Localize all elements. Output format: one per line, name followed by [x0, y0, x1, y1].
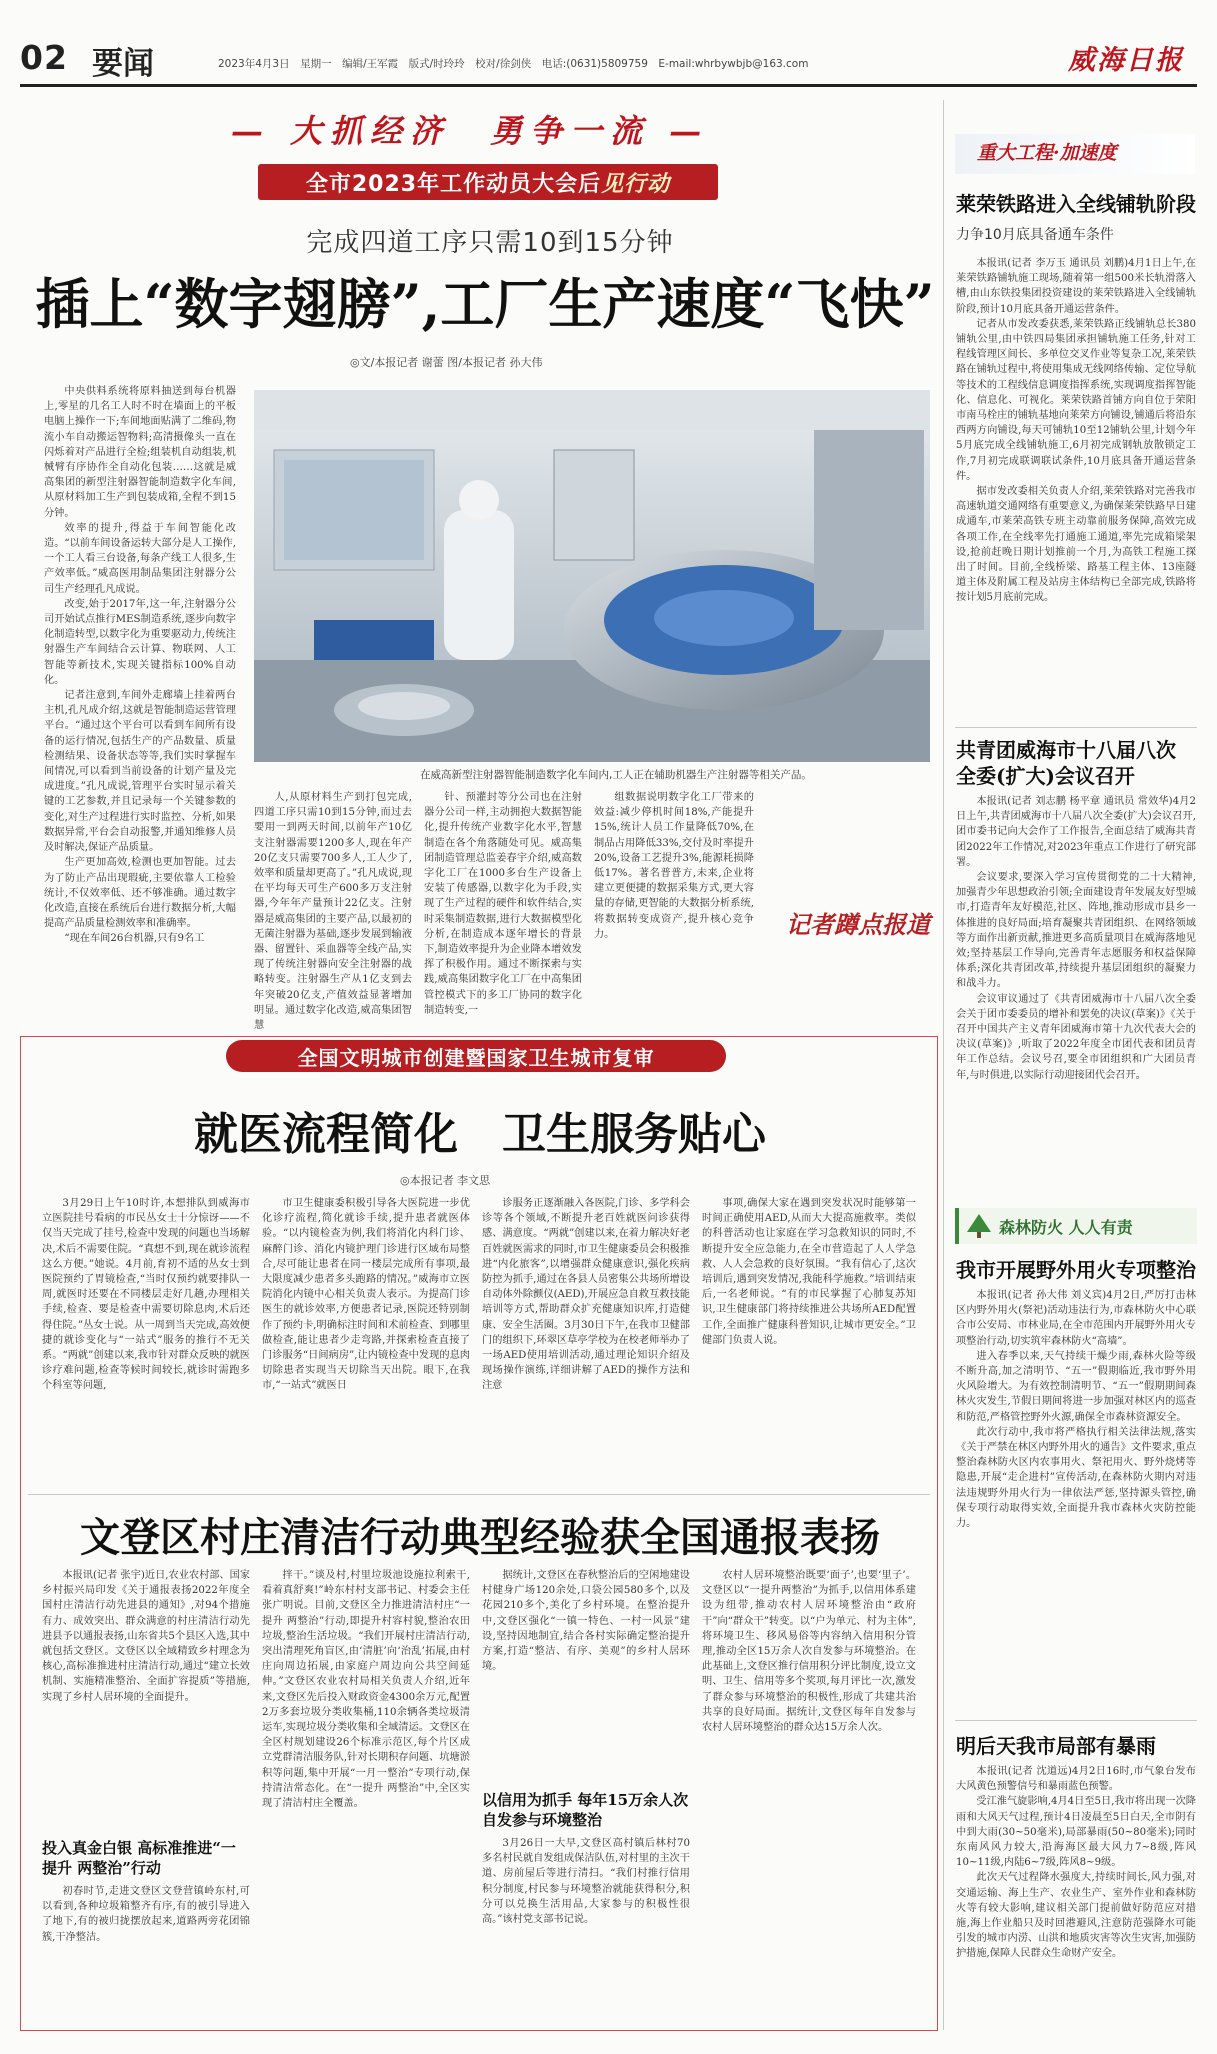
campaign-banner-main: 全市2023年工作动员大会后	[305, 171, 602, 197]
weather-article	[956, 1764, 1196, 2040]
paragraph: 记者注意到,车间外走廊墙上挂着两台主机,孔凡成介绍,这就是智能制造运营管理平台。“通过这个平台可以看到车间所有设备的运行情况,包括生产的产品数量、质量检测结果、设备状态等等,我们实时掌握车间情况,可以看到当前设备的计划产量及完成进度。”孔凡成说,管理平台实时显示着关键的工艺参数,并且记录每一个关键参数的变化,对生产过程进行实时监控、分析,如果数据异常,平台会自动报警,并通知维修人员及时解决,保证产品质量。	[44, 690, 236, 854]
railway-subtitle: 力争10月底具备通车条件	[956, 227, 1114, 243]
civic-banner: 全国文明城市创建暨国家卫生城市复审	[226, 1040, 726, 1072]
masthead-info: 2023年4月3日 星期一 编辑/王军霞 版式/时玲玲 校对/徐剑侠 电话:(0631)5809759 E-mail:whrbywbjb@163.com	[218, 58, 809, 70]
forest-headline: 我市开展野外用火专项整治	[956, 1258, 1196, 1282]
newspaper-logo: 威海日报	[1068, 45, 1184, 76]
lead-column-3	[424, 790, 582, 1016]
paragraph: 此次行动中,我市将严格执行相关法律法规,落实《关于严禁在林区内野外用火的通告》文件要求,重点整治森林防火区内农事用火、祭祀用火、野外烧烤等隐患,开展“走企进村”宣传活动,在森林防火期内对违法违规野外用火行为一律依法严惩,坚持源头管控,确保专项行动取得实效,全面提升我市森林火灾防控能力。	[956, 1426, 1196, 1530]
forest-fire-tag-label: 森林防火 人人有责	[999, 1218, 1133, 1237]
railway-article	[956, 256, 1196, 722]
lead-column-4	[594, 790, 754, 940]
lead-byline: ◎文/本报记者 谢蕾 图/本报记者 孙大伟	[350, 356, 543, 369]
wendeng-subhead-2: 以信用为抓手 每年15万余人次自发参与环境整治	[482, 1791, 689, 1829]
wendeng-column-3	[482, 1568, 690, 1778]
paragraph: 效率的提升,得益于车间智能化改造。“以前车间设备运转大部分是人工操作,一个工人看三台设备,每条产线工人很多,生产效率低。”威高医用制品集团注射器分公司生产经理孔凡成说。	[44, 522, 236, 595]
paragraph: 本报讯(记者 刘志鹏 杨平章 通讯员 常效华)4月2日上午,共青团威海市十八届八次全委(扩大)会议召开,团市委书记向大会作了工作报告,全面总结了威海共青团2022年工作情况,对2023年重点工作进行了研究部署。	[956, 796, 1196, 868]
civic-column-4	[702, 1196, 916, 1482]
major-project-label: 重大工程·加速度	[977, 142, 1117, 164]
wendeng-headline: 文登区村庄清洁行动典型经验获全国通报表扬	[80, 1514, 880, 1561]
civic-column-3	[482, 1196, 690, 1482]
campaign-banner-highlight: 见行动	[601, 171, 671, 197]
masthead-rule	[20, 84, 1197, 87]
civic-column-2	[262, 1196, 470, 1482]
paragraph: 改变,始于2017年,这一年,注射器分公司开始试点推行MES制造系统,逐步向数字化制造转型,以数字化为重要驱动力,传统注射器生产车间结合云计算、物联网、人工智能等新技术,实现关键指标100%自动化。	[44, 598, 236, 686]
paragraph: 本报讯(记者 张宇)近日,农业农村部、国家乡村振兴局印发《关于通报表扬2022年度全国村庄清洁行动先进县的通知》,对94个措施有力、成效突出、群众满意的村庄清洁行动先进县予以通报表扬,山东省共5个县区入选,其中就包括文登区。文登区以全域精致乡村理念为核心,高标准推进村庄清洁行动,通过“建立长效机制、实施精准整治、全面扩容提质”等措施,实现了乡村人居环境的全面提升。	[42, 1570, 251, 1703]
page-number: 02	[20, 38, 68, 77]
paragraph: 针、预灌封等分公司也在注射器分公司一样,主动拥抱大数据智能化,提升传统产业数字化水平,智慧制造在各个角落随处可见。威高集团制造管理总监姜春宇介绍,威高数字化工厂在1000多台生产设备上安装了传感器,以数字化为手段,实现了生产过程的硬件和软件结合,实时采集制造数据,进行大数据模型化分析,在制造成本逐年增长的背景下,制造效率提升为企业降本增效发挥了积极作用。通过不断探索与实践,威高集团数字化工厂在中高集团管控模式下的多工厂协同的数字化制造转变,一	[424, 792, 582, 1016]
youth-league-headline-2: 全委(扩大)会议召开	[956, 764, 1135, 788]
wendeng-subhead-1: 投入真金白银 高标准推进“一提升 两整治”行动	[42, 1839, 236, 1877]
section-rule	[28, 1494, 930, 1495]
railway-headline: 莱荣铁路进入全线铺轨阶段	[956, 192, 1196, 216]
wendeng-column-1	[42, 1568, 250, 1828]
paragraph: 本报讯(记者 孙大伟 刘义宾)4月2日,严厉打击林区内野外用火(祭祀)活动违法行为,市森林防火中心联合市公安局、市林业局,在全市范围内开展野外用火专项整治行动,切实筑牢森林防火“高墙”。	[956, 1290, 1196, 1347]
paragraph: 初春时节,走进文登区文登营镇岭东村,可以看到,各种垃圾箱整齐有序,有的被引导进入了地下,有的被归拢摆放起来,道路两旁花团锦簇,干净整洁。	[42, 1886, 250, 1943]
paragraph: 市卫生健康委积极引导各大医院进一步优化诊疗流程,简化就诊手续,提升患者就医体验。“以内镜检查为例,我们将消化内科门诊、麻醉门诊、消化内镜护理门诊进行区域布局整合,尽可能让患者在同一楼层完成所有事项,最大限度减少患者多头跑路的情况。”威海市立医院消化内镜中心相关负责人表示。为提高门诊医生的就诊效率,方便患者记录,医院还特别制作了预约卡,明确标注时间和术前检查、到哪里做检查,能让患者少走弯路,并探索检查直接了门诊服务“日间病房”,让内镜检查中发现的息肉切除患者实现当天切除当天出院。眼下,在我市,“一站式”就医日	[262, 1198, 470, 1392]
paragraph: 农村人居环境整治既要‘面子’,也要‘里子’。文登区以“一提升两整治”为抓手,以信用体系建设为纽带,推动农村人居环境整治由“政府干”向“群众干”转变。以“户为单元、村为主体”,将环境卫生、移风易俗等内容纳入信用积分管理,推动全区15万余人次自发参与环境整治。在此基础上,文登区推行信用积分评比制度,设立文明、卫生、信用等多个奖项,每月评比一次,激发了群众参与环境整治的积极性,形成了共建共治共享的良好局面。据统计,文登区每年自发参与农村人居环境整治的群众达15万余人次。	[702, 1570, 916, 1734]
paragraph: 会议要求,要深入学习宣传贯彻党的二十大精神,加强青少年思想政治引领;全面建设青年发展友好型城市,打造青年友好模范,社区、阵地,推动形成市县乡一体推进的良好局面;培育凝聚共青团组织、在网络领域等方面作出新贡献,推进更多高质量项目在威海落地见效;坚持基层工作导向,完善青年志愿服务和权益保障体系;深化共青团改革,持续提升基层团组织的凝聚力和战斗力。	[956, 872, 1196, 990]
paragraph: 记者从市发改委获悉,莱荣铁路正线铺轨总长380铺轨公里,由中铁四局集团承担铺轨施工任务,针对工程线管理区间长、多单位交叉作业等复杂工况,莱荣铁路在铺轨过程中,将使用集成无线网络传输、定位导航等技术的工程线信息调度指挥系统,实现调度指挥智能化、信息化、可视化。莱荣铁路首铺方向自位于荣阳市南马栓庄的铺轨基地向莱荣方向铺设,铺通后将沿东西两方向铺设,每天可铺轨10至12铺轨公里,计划今年5月底完成全线铺轨施工,6月初完成钢轨放散锁定工作,7月初完成联调联试条件,10月底具备开通运营条件。	[956, 318, 1196, 482]
paragraph: 诊服务正逐渐融入各医院,门诊、多学科会诊等各个领域,不断提升老百姓就医问诊获得感、满意度。“两就”创建以来,在着力解决好老百姓就医需求的同时,市卫生健康委员会积极推进“内化旅客”,以增强群众健康意识,强化疾病防控为抓手,通过在各县人员密集公共场所增设自动体外除颤仪(AED),开展应急自救互救技能培训等方式,帮助群众扩充健康知识库,打造健康、安全生活圈。3月30日下午,在我市卫健部门的组织下,环翠区草亭学校为在校老师举办了一场AED使用培训活动,通过理论知识介绍及现场操作演练,详细讲解了AED的操作方法和注意	[482, 1198, 690, 1392]
paragraph: 组数据说明数字化工厂带来的效益:减少停机时间18%,产能提升15%,统计人员工作量降低70%,在制品占用降低33%,交付及时率提升20%,设备工艺提升3%,能源耗损降低17%。著名普普方,未来,企业将建立更便捷的数据采集方式,更大容量的存储,更智能的大数据分析系统,将数据转变成资产,提升核心竞争力。	[594, 792, 754, 940]
paragraph: “现在车间26台机器,只有9名工	[64, 933, 205, 945]
paragraph: 事项,确保大家在遇到突发状况时能够第一时间正确使用AED,从而大大提高施救率。类似的科普活动也让家庭在学习急救知识的同时,不断提升安全应急能力,在全市营造起了人人学急救、人人会急救的良好氛围。“我有信心了,这次培训后,遇到突发情况,我能科学施救。”培训结束后,一名老师说。“有的市民掌握了心肺复苏知识,卫生健康部门将持续推进公共场所AED配置工作,全面推广健康科普知识,让城市更安全。”卫健部门负责人说。	[702, 1198, 916, 1346]
civic-byline: ◎本报记者 李文思	[400, 1174, 491, 1187]
paragraph: 据市发改委相关负责人介绍,莱荣铁路对完善我市高速轨道交通网络有重要意义,为确保莱荣铁路早日建成通车,市莱荣高铁专班主动靠前服务保障,高效完成各项工作,在全线率先打通施工通道,率先完成箱梁架设,抢前赶晚日期计划推前一个月,为高铁工程施工探出了时间。目前,全线桥梁、路基工程主体、13座隧道主体及附属工程及站房主体结构已全部完成,铁路将按计划5月底前完成。	[956, 486, 1196, 604]
wendeng-column-2	[262, 1568, 470, 2024]
civic-headline: 就医流程简化 卫生服务贴心	[194, 1109, 766, 1160]
paragraph: 中央供料系统将原料抽送到每台机器上,零星的几名工人时不时在墙面上的平板电脑上操作一下;车间地面贴满了二维码,物流小车自动搬运智物料;高清摄像头一直在闪烁着对产品进行全检;组装机自动组装,机械臂有序协作全自动化包装……这就是威高集团的新型注射器智能制造数字化车间,从原材料加工生产到包装成箱,全程不到15分钟。	[44, 386, 236, 519]
lead-column-1	[44, 384, 236, 976]
paragraph: 据统计,文登区在春秋整治后的空闲地建设村健身广场120余处,口袋公园580多个,以及花园210多个,美化了乡村环境。在整治提升中,文登区强化“一镇一特色、一村一风景”建设,坚持因地制宜,结合各村实际确定整治提升方案,打造“整洁、有序、美观”的乡村人居环境。	[482, 1570, 690, 1673]
reporter-tag: 记者蹲点报道	[786, 910, 930, 939]
photo-caption: 在威高新型注射器智能制造数字化车间内,工人正在辅助机器生产注射器等相关产品。	[420, 769, 812, 781]
civic-column-1	[42, 1196, 250, 1482]
lead-headline: 插上“数字翅膀”,工厂生产速度“飞快”	[35, 272, 935, 336]
paragraph: 会议审议通过了《共青团威海市十八届八次全委会关于团市委委员的增补和罢免的决议(草案)》《关于召开中国共产主义青年团威海市第十九次代表大会的决议(草案)》,听取了2022年度全市团代表和团员青年工作总结。会议号召,要全市团组织和广大团员青年,与时俱进,以实际行动迎接团代会召开。	[956, 993, 1196, 1081]
weather-headline: 明后天我市局部有暴雨	[956, 1734, 1156, 1758]
paragraph: 此次天气过程降水强度大,持续时间长,风力强,对交通运输、海上生产、农业生产、室外作业和森林防火等有较大影响,建议相关部门提前做好防范应对措施,海上作业船只及时回港避风,注意防范强降水可能引发的城市内涝、山洪和地质灾害等次生灾害,加强防护措施,保障人民群众生命财产安全。	[956, 1872, 1196, 1960]
paragraph: 3月26日一大早,文登区高村镇后林村70多名村民就自发组成保洁队伍,对村里的主次干道、房前屋后等进行清扫。“我们村推行信用积分制度,村民参与环境整治就能获得积分,积分可以兑换生活用品,大家参与的积极性很高。”该村党支部书记说。	[482, 1838, 690, 1926]
youth-league-article	[956, 794, 1196, 1174]
paragraph: 拌干。”谈及村,村里垃圾池设施拉利索干,看着真舒爽!”岭东村村支部书记、村委会主任张广明说。目前,文登区全力推进清洁村庄“一提升 两整治”行动,即提升村容村貌,整治农田垃圾,整治生活垃圾。“我们开展村庄清洁行动,突出清理死角盲区,由‘清脏’向‘治乱’拓展,由村庄向周边拓展,由家庭户周边向公共空间延伸。”文登区农业农村局相关负责人介绍,近年来,文登区先后投入财政资金4300余万元,配置2万多套垃圾分类收集桶,110余辆各类垃圾清运车,实现垃圾分类收集和全域清运。文登区在全区村规划建设26个标准示范区,每个片区成立党群清洁服务队,针对长期积存问题、坑塘淤积等问题,集中开展“一月一整治”专项行动,保持清洁常态化。在“一提升 两整治”中,全区实现了清洁村庄全覆盖。	[262, 1570, 470, 1810]
factory-photo-illustration	[254, 390, 930, 762]
paragraph: 受江淮气旋影响,4月4日至5日,我市将出现一次降雨和大风天气过程,预计4日凌晨至5日白天,全市阴有中到大雨(30~50毫米),局部暴雨(50~80毫米);同时东南风风力较大,沿海海区最大风力7~8级,阵风10~11级,内陆6~7级,阵风8~9级。	[956, 1796, 1196, 1869]
section-title: 要闻	[92, 46, 154, 82]
youth-league-headline-1: 共青团威海市十八届八次	[956, 738, 1176, 762]
lead-subtitle: 完成四道工序只需10到15分钟	[306, 228, 674, 258]
sidebar-rule	[955, 1720, 1197, 1721]
column-divider	[943, 100, 944, 2030]
major-project-header	[955, 134, 1195, 174]
campaign-slogan: — 大抓经济 勇争一流 —	[230, 112, 710, 150]
wendeng-column-3b	[482, 1836, 690, 2024]
wendeng-column-4	[702, 1568, 916, 2024]
wendeng-column-1b	[42, 1884, 250, 2024]
paragraph: 本报讯(记者 李万玉 通讯员 刘鹏)4月1日上午,在莱荣铁路铺轨施工现场,随着第一组500米长轨滑落入槽,由山东铁投集团投资建设的莱荣铁路进入全线铺轨阶段,预计10月底具备开通运营条件。	[956, 258, 1196, 315]
paragraph: 人,从原材料生产到打包完成,四道工序只需10到15分钟,而过去要用一到两天时间,以前年产10亿支注射器需要1200多人,现在年产20亿支只需要700多人,工人少了,效率和质量却更高了。”孔凡成说,现在平均每天可生产600多万支注射器,今年年产量预计22亿支。注射器是威高集团的主要产品,以最初的无菌注射器为基础,逐步发展到输液器、留置针、采血器等全线产品,实现了传统注射器向安全注射器的战略转变。注射器生产从1亿支到去年突破20亿支,产值效益显著增加明显。通过数字化改造,威高集团智慧	[254, 792, 412, 1032]
paragraph: 进入春季以来,天气持续干燥少雨,森林火险等级不断升高,加之清明节、“五一”假期临近,我市野外用火风险增大。为有效控制清明节、“五一”假期期间森林火灾发生,节假日期间将进一步加强对林区内的巡查和防范,严格管控野外火源,确保全市森林资源安全。	[956, 1350, 1196, 1423]
factory-photo	[254, 390, 930, 762]
lead-column-2	[254, 790, 412, 1032]
campaign-banner	[258, 164, 718, 200]
tree-icon	[965, 1214, 993, 1238]
paragraph: 3月29日上午10时许,本想排队到威海市立医院挂号看病的市民丛女士十分惊讶——不仅当天完成了挂号,检查中发现的问题也当场解决,术后不需要住院。“真想不到,现在就诊流程这么方便。”她说。4月前,育初不适的丛女士到医院预约了胃镜检查,“当时仅预约就要排队一周,就医时还要在不同楼层走好几趟,办理相关手续,检查、要是检查中需要切除息肉,术后还得住院。”丛女士说。从一周到当天完成,高效便捷的就诊变化与“一站式”服务的推行不无关系。“两就”创建以来,我市针对群众反映的就医诊疗难问题,检查等候时间较长,就诊时需跑多个科室等问题,	[42, 1198, 250, 1392]
paragraph: 生产更加高效,检测也更加智能。过去为了防止产品出现瑕疵,主要依靠人工检验统计,不仅效率低、还不够准确。通过数字化改造,直接在系统后台进行数据分析,大幅提高产品质量检测效率和准确率。	[44, 857, 236, 930]
sidebar-rule	[955, 727, 1197, 728]
paragraph: 本报讯(记者 沈道远)4月2日16时,市气象台发布大风黄色预警信号和暴雨蓝色预警。	[956, 1766, 1196, 1793]
forest-article	[956, 1288, 1196, 1708]
forest-fire-tag	[955, 1208, 1197, 1244]
